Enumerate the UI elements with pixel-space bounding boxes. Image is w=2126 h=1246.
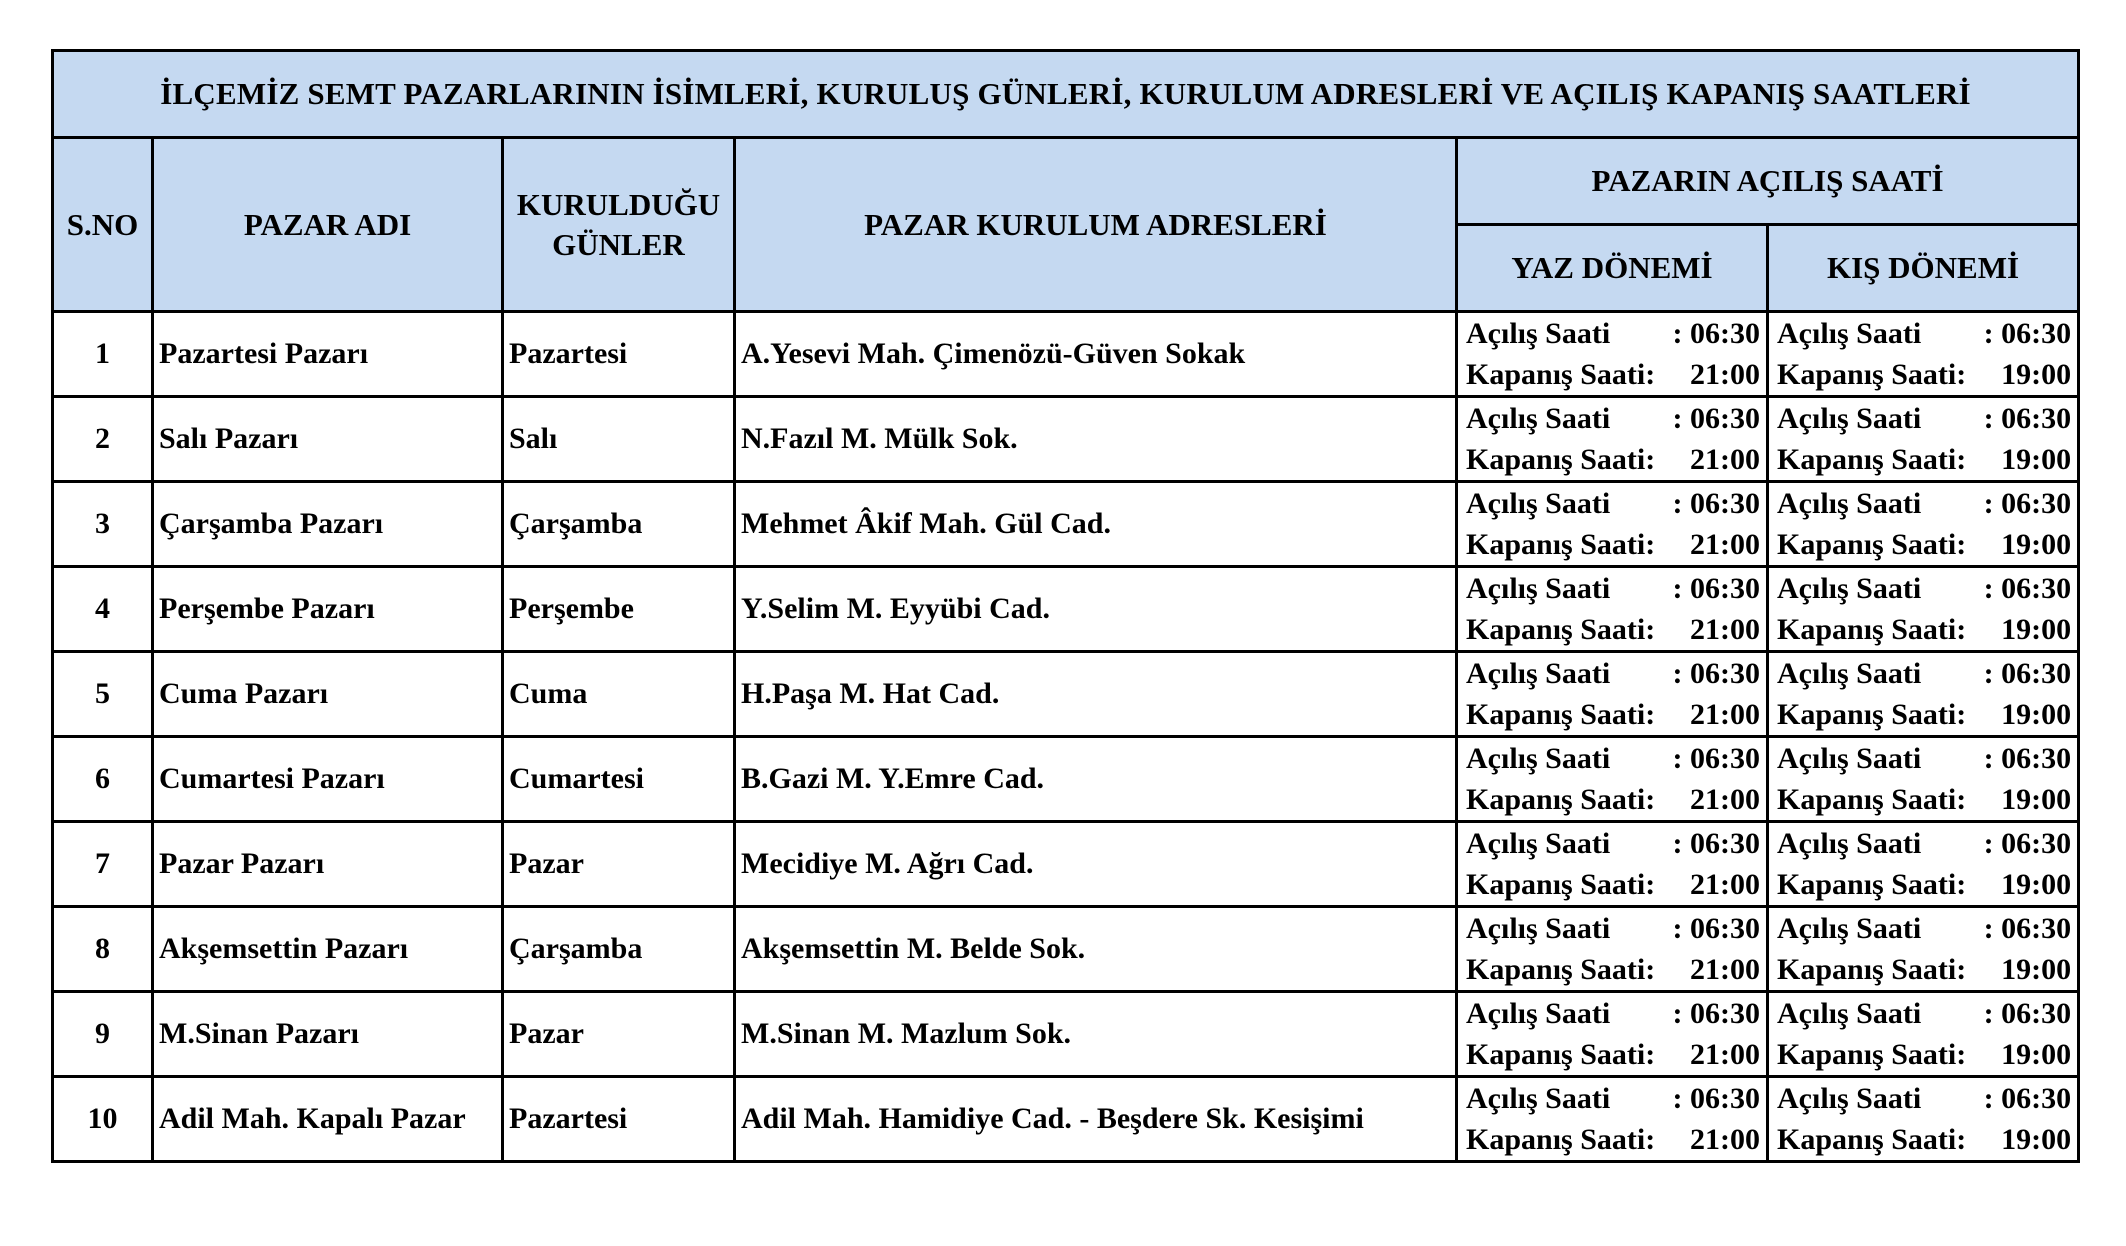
close-label: Kapanış Saati: bbox=[1777, 783, 1967, 816]
open-label: Açılış Saati bbox=[1777, 572, 1922, 605]
open-label: Açılış Saati bbox=[1466, 1082, 1611, 1115]
table-row bbox=[53, 482, 2079, 567]
market-day: Pazartesi bbox=[503, 312, 735, 397]
close-label: Kapanış Saati: bbox=[1466, 868, 1656, 901]
close-label: Kapanış Saati: bbox=[1466, 1123, 1656, 1156]
winter-times bbox=[1768, 822, 2079, 907]
open-time: : 06:30 bbox=[1983, 657, 2072, 690]
header-gunler bbox=[503, 138, 735, 312]
row-number: 10 bbox=[53, 1077, 153, 1162]
close-label: Kapanış Saati: bbox=[1777, 1038, 1967, 1071]
open-label: Açılış Saati bbox=[1466, 317, 1611, 350]
open-time: : 06:30 bbox=[1672, 657, 1760, 690]
summer-times bbox=[1457, 1077, 1768, 1162]
close-label: Kapanış Saati: bbox=[1466, 443, 1656, 476]
header-pazar-adi: PAZAR ADI bbox=[153, 138, 503, 312]
summer-times bbox=[1457, 482, 1768, 567]
close-label: Kapanış Saati: bbox=[1466, 953, 1656, 986]
table-row bbox=[53, 992, 2079, 1077]
open-label: Açılış Saati bbox=[1777, 1082, 1922, 1115]
row-number: 9 bbox=[53, 992, 153, 1077]
header-adres: PAZAR KURULUM ADRESLERİ bbox=[735, 138, 1457, 312]
close-label: Kapanış Saati: bbox=[1777, 953, 1967, 986]
open-label: Açılış Saati bbox=[1466, 572, 1611, 605]
open-time: : 06:30 bbox=[1672, 827, 1760, 860]
summer-times bbox=[1457, 652, 1768, 737]
close-label: Kapanış Saati: bbox=[1777, 358, 1967, 391]
market-day: Çarşamba bbox=[503, 907, 735, 992]
market-name: Akşemsettin Pazarı bbox=[153, 907, 503, 992]
open-label: Açılış Saati bbox=[1777, 827, 1922, 860]
close-time: 19:00 bbox=[2001, 868, 2072, 901]
close-time: 21:00 bbox=[1690, 953, 1760, 986]
close-label: Kapanış Saati: bbox=[1777, 443, 1967, 476]
summer-times bbox=[1457, 397, 1768, 482]
close-time: 19:00 bbox=[2001, 1038, 2072, 1071]
row-number: 1 bbox=[53, 312, 153, 397]
table-row bbox=[53, 397, 2079, 482]
table-row bbox=[53, 567, 2079, 652]
open-label: Açılış Saati bbox=[1466, 827, 1611, 860]
close-time: 19:00 bbox=[2001, 443, 2072, 476]
close-time: 19:00 bbox=[2001, 698, 2072, 731]
market-address: B.Gazi M. Y.Emre Cad. bbox=[735, 737, 1457, 822]
open-time: : 06:30 bbox=[1672, 997, 1760, 1030]
close-label: Kapanış Saati: bbox=[1466, 613, 1656, 646]
winter-times bbox=[1768, 737, 2079, 822]
open-time: : 06:30 bbox=[1672, 912, 1760, 945]
close-time: 21:00 bbox=[1690, 783, 1760, 816]
market-name: Cuma Pazarı bbox=[153, 652, 503, 737]
market-day: Perşembe bbox=[503, 567, 735, 652]
header-acilis-saati: PAZARIN AÇILIŞ SAATİ bbox=[1457, 138, 2079, 225]
close-time: 21:00 bbox=[1690, 698, 1760, 731]
markets-table bbox=[51, 49, 2080, 1163]
close-time: 21:00 bbox=[1690, 613, 1760, 646]
market-day: Cumartesi bbox=[503, 737, 735, 822]
winter-times bbox=[1768, 397, 2079, 482]
market-name: Perşembe Pazarı bbox=[153, 567, 503, 652]
open-label: Açılış Saati bbox=[1466, 742, 1611, 775]
close-label: Kapanış Saati: bbox=[1777, 868, 1967, 901]
market-address: M.Sinan M. Mazlum Sok. bbox=[735, 992, 1457, 1077]
winter-times bbox=[1768, 567, 2079, 652]
open-time: : 06:30 bbox=[1983, 742, 2072, 775]
close-label: Kapanış Saati: bbox=[1777, 613, 1967, 646]
open-label: Açılış Saati bbox=[1777, 912, 1922, 945]
open-time: : 06:30 bbox=[1983, 487, 2072, 520]
open-label: Açılış Saati bbox=[1466, 402, 1611, 435]
market-day: Salı bbox=[503, 397, 735, 482]
market-name: Pazartesi Pazarı bbox=[153, 312, 503, 397]
market-address: Adil Mah. Hamidiye Cad. - Beşdere Sk. Kesişimi bbox=[735, 1077, 1457, 1162]
winter-times bbox=[1768, 312, 2079, 397]
open-label: Açılış Saati bbox=[1466, 657, 1611, 690]
open-time: : 06:30 bbox=[1983, 827, 2072, 860]
close-label: Kapanış Saati: bbox=[1466, 358, 1656, 391]
close-time: 21:00 bbox=[1690, 1123, 1760, 1156]
close-time: 21:00 bbox=[1690, 528, 1760, 561]
market-name: Cumartesi Pazarı bbox=[153, 737, 503, 822]
winter-times bbox=[1768, 992, 2079, 1077]
close-label: Kapanış Saati: bbox=[1777, 1123, 1967, 1156]
header-yaz-donemi: YAZ DÖNEMİ bbox=[1457, 225, 1768, 312]
close-time: 19:00 bbox=[2001, 613, 2072, 646]
market-day: Pazar bbox=[503, 992, 735, 1077]
open-time: : 06:30 bbox=[1672, 1082, 1760, 1115]
open-label: Açılış Saati bbox=[1777, 657, 1922, 690]
close-time: 19:00 bbox=[2001, 783, 2072, 816]
market-address: A.Yesevi Mah. Çimenözü-Güven Sokak bbox=[735, 312, 1457, 397]
close-label: Kapanış Saati: bbox=[1777, 698, 1967, 731]
summer-times bbox=[1457, 737, 1768, 822]
open-time: : 06:30 bbox=[1983, 1082, 2072, 1115]
table-row bbox=[53, 312, 2079, 397]
header-sno: S.NO bbox=[53, 138, 153, 312]
table-row bbox=[53, 652, 2079, 737]
table-row bbox=[53, 907, 2079, 992]
close-time: 19:00 bbox=[2001, 953, 2072, 986]
open-label: Açılış Saati bbox=[1466, 487, 1611, 520]
market-address: Mehmet Âkif Mah. Gül Cad. bbox=[735, 482, 1457, 567]
close-label: Kapanış Saati: bbox=[1466, 1038, 1656, 1071]
close-time: 21:00 bbox=[1690, 1038, 1760, 1071]
winter-times bbox=[1768, 907, 2079, 992]
open-label: Açılış Saati bbox=[1777, 402, 1922, 435]
market-address: Y.Selim M. Eyyübi Cad. bbox=[735, 567, 1457, 652]
market-name: Adil Mah. Kapalı Pazar bbox=[153, 1077, 503, 1162]
market-day: Cuma bbox=[503, 652, 735, 737]
market-day: Pazar bbox=[503, 822, 735, 907]
header-gunler-line2: GÜNLER bbox=[552, 226, 685, 262]
market-name: Pazar Pazarı bbox=[153, 822, 503, 907]
close-time: 19:00 bbox=[2001, 1123, 2072, 1156]
header-kis-donemi: KIŞ DÖNEMİ bbox=[1768, 225, 2079, 312]
open-time: : 06:30 bbox=[1983, 402, 2072, 435]
summer-times bbox=[1457, 567, 1768, 652]
open-label: Açılış Saati bbox=[1777, 997, 1922, 1030]
open-time: : 06:30 bbox=[1672, 742, 1760, 775]
close-time: 21:00 bbox=[1690, 868, 1760, 901]
table-body bbox=[53, 312, 2079, 1162]
row-number: 3 bbox=[53, 482, 153, 567]
close-label: Kapanış Saati: bbox=[1466, 698, 1656, 731]
winter-times bbox=[1768, 652, 2079, 737]
open-label: Açılış Saati bbox=[1777, 487, 1922, 520]
market-address: N.Fazıl M. Mülk Sok. bbox=[735, 397, 1457, 482]
open-time: : 06:30 bbox=[1983, 317, 2072, 350]
close-time: 21:00 bbox=[1690, 443, 1760, 476]
open-time: : 06:30 bbox=[1983, 572, 2072, 605]
market-name: Salı Pazarı bbox=[153, 397, 503, 482]
open-label: Açılış Saati bbox=[1777, 742, 1922, 775]
winter-times bbox=[1768, 1077, 2079, 1162]
close-label: Kapanış Saati: bbox=[1466, 528, 1656, 561]
close-label: Kapanış Saati: bbox=[1777, 528, 1967, 561]
table-row bbox=[53, 737, 2079, 822]
open-time: : 06:30 bbox=[1672, 572, 1760, 605]
winter-times bbox=[1768, 482, 2079, 567]
open-label: Açılış Saati bbox=[1777, 317, 1922, 350]
summer-times bbox=[1457, 822, 1768, 907]
open-label: Açılış Saati bbox=[1466, 997, 1611, 1030]
market-day: Çarşamba bbox=[503, 482, 735, 567]
summer-times bbox=[1457, 907, 1768, 992]
open-time: : 06:30 bbox=[1983, 997, 2072, 1030]
open-time: : 06:30 bbox=[1983, 912, 2072, 945]
table-title: İLÇEMİZ SEMT PAZARLARININ İSİMLERİ, KURULUŞ GÜNLERİ, KURULUM ADRESLERİ VE AÇILIŞ KAPANIŞ SAATLERİ bbox=[53, 51, 2079, 138]
open-time: : 06:30 bbox=[1672, 317, 1760, 350]
open-time: : 06:30 bbox=[1672, 487, 1760, 520]
row-number: 8 bbox=[53, 907, 153, 992]
row-number: 2 bbox=[53, 397, 153, 482]
market-address: Mecidiye M. Ağrı Cad. bbox=[735, 822, 1457, 907]
table-row bbox=[53, 822, 2079, 907]
row-number: 5 bbox=[53, 652, 153, 737]
market-address: H.Paşa M. Hat Cad. bbox=[735, 652, 1457, 737]
open-time: : 06:30 bbox=[1672, 402, 1760, 435]
summer-times bbox=[1457, 992, 1768, 1077]
close-time: 19:00 bbox=[2001, 358, 2072, 391]
summer-times bbox=[1457, 312, 1768, 397]
market-name: M.Sinan Pazarı bbox=[153, 992, 503, 1077]
market-day: Pazartesi bbox=[503, 1077, 735, 1162]
table-row bbox=[53, 1077, 2079, 1162]
market-address: Akşemsettin M. Belde Sok. bbox=[735, 907, 1457, 992]
row-number: 7 bbox=[53, 822, 153, 907]
row-number: 4 bbox=[53, 567, 153, 652]
close-time: 19:00 bbox=[2001, 528, 2072, 561]
header-gunler-line1: KURULDUĞU bbox=[516, 186, 721, 222]
market-name: Çarşamba Pazarı bbox=[153, 482, 503, 567]
close-label: Kapanış Saati: bbox=[1466, 783, 1656, 816]
row-number: 6 bbox=[53, 737, 153, 822]
close-time: 21:00 bbox=[1690, 358, 1760, 391]
open-label: Açılış Saati bbox=[1466, 912, 1611, 945]
